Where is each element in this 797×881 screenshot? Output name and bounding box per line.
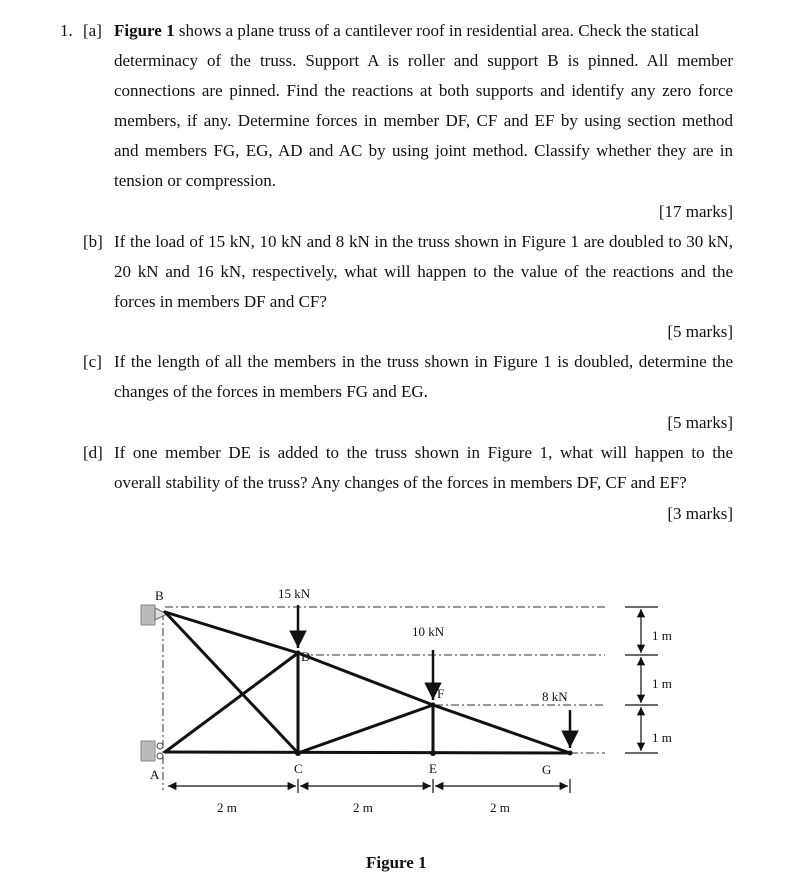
- joint-f: [431, 703, 436, 708]
- node-label-e: E: [429, 761, 437, 776]
- part-c-line-2: changes of the forces in members FG and EG.: [114, 382, 428, 401]
- support-b-pin: [141, 605, 167, 625]
- part-a-line-4: members, if any. Determine forces in member DF, CF and EF by using section method: [114, 111, 733, 130]
- part-a-marks: [17 marks]: [658, 202, 733, 221]
- question-number: 1.: [60, 21, 73, 40]
- member-cf: [298, 705, 433, 753]
- height-label-2: 1 m: [652, 676, 672, 691]
- node-label-g: G: [542, 762, 552, 777]
- span-label-1: 2 m: [217, 800, 237, 815]
- figure-caption: Figure 1: [366, 853, 427, 872]
- member-fg: [433, 705, 570, 753]
- part-d-line-2: overall stability of the truss? Any changes of the forces in members DF, CF and EF?: [114, 473, 687, 492]
- part-b-line-2: 20 kN and 16 kN, respectively, what will happen to the value of the reactions and the: [114, 262, 733, 281]
- part-b-marks: [5 marks]: [667, 322, 733, 341]
- span-label-3: 2 m: [490, 800, 510, 815]
- joint-c: [295, 750, 301, 756]
- member-acg: [165, 752, 570, 753]
- part-d-line-1: If one member DE is added to the truss shown in Figure 1, what will happen to the: [114, 443, 733, 462]
- part-c-label: [c]: [83, 352, 102, 371]
- node-label-f: F: [437, 686, 445, 701]
- node-label-d: D: [301, 649, 311, 664]
- part-b-line-3: forces in members DF and CF?: [114, 292, 327, 311]
- figure-1-reference: Figure 1: [114, 21, 175, 40]
- part-a-line-6: tension or compression.: [114, 171, 276, 190]
- support-a-roller: [141, 741, 163, 761]
- part-a-line-1-text: shows a plane truss of a cantilever roof in residential area. Check the statical: [174, 21, 700, 40]
- load-label-d: 15 kN: [278, 586, 311, 601]
- node-label-c: C: [294, 761, 303, 776]
- height-label-1: 1 m: [652, 628, 672, 643]
- height-label-3: 1 m: [652, 730, 672, 745]
- part-d-label: [d]: [83, 443, 103, 462]
- load-label-f: 10 kN: [412, 624, 445, 639]
- part-a-label: [a]: [83, 21, 102, 40]
- load-label-g: 8 kN: [542, 689, 568, 704]
- joint-d: [296, 651, 301, 656]
- joint-e: [430, 750, 436, 756]
- part-a-line-3: connections are pinned. Find the reactions at both supports and identify any zero force: [114, 81, 733, 100]
- part-c-line-1: If the length of all the members in the truss shown in Figure 1 is doubled, determine the: [114, 352, 733, 371]
- joint-g: [568, 751, 573, 756]
- part-d-marks: [3 marks]: [667, 504, 733, 523]
- part-b-label: [b]: [83, 232, 103, 251]
- member-ad: [165, 653, 298, 752]
- node-label-b: B: [155, 588, 164, 603]
- node-label-a: A: [150, 767, 160, 782]
- part-c-marks: [5 marks]: [667, 413, 733, 432]
- part-b-line-1: If the load of 15 kN, 10 kN and 8 kN in the truss shown in Figure 1 are doubled to 30 kN,: [114, 232, 733, 251]
- member-df: [298, 653, 433, 705]
- part-a-line-2: determinacy of the truss. Support A is roller and support B is pinned. All member: [114, 51, 733, 70]
- part-a-line-5: and members FG, EG, AD and AC by using joint method. Classify whether they are in: [114, 141, 733, 160]
- span-label-2: 2 m: [353, 800, 373, 815]
